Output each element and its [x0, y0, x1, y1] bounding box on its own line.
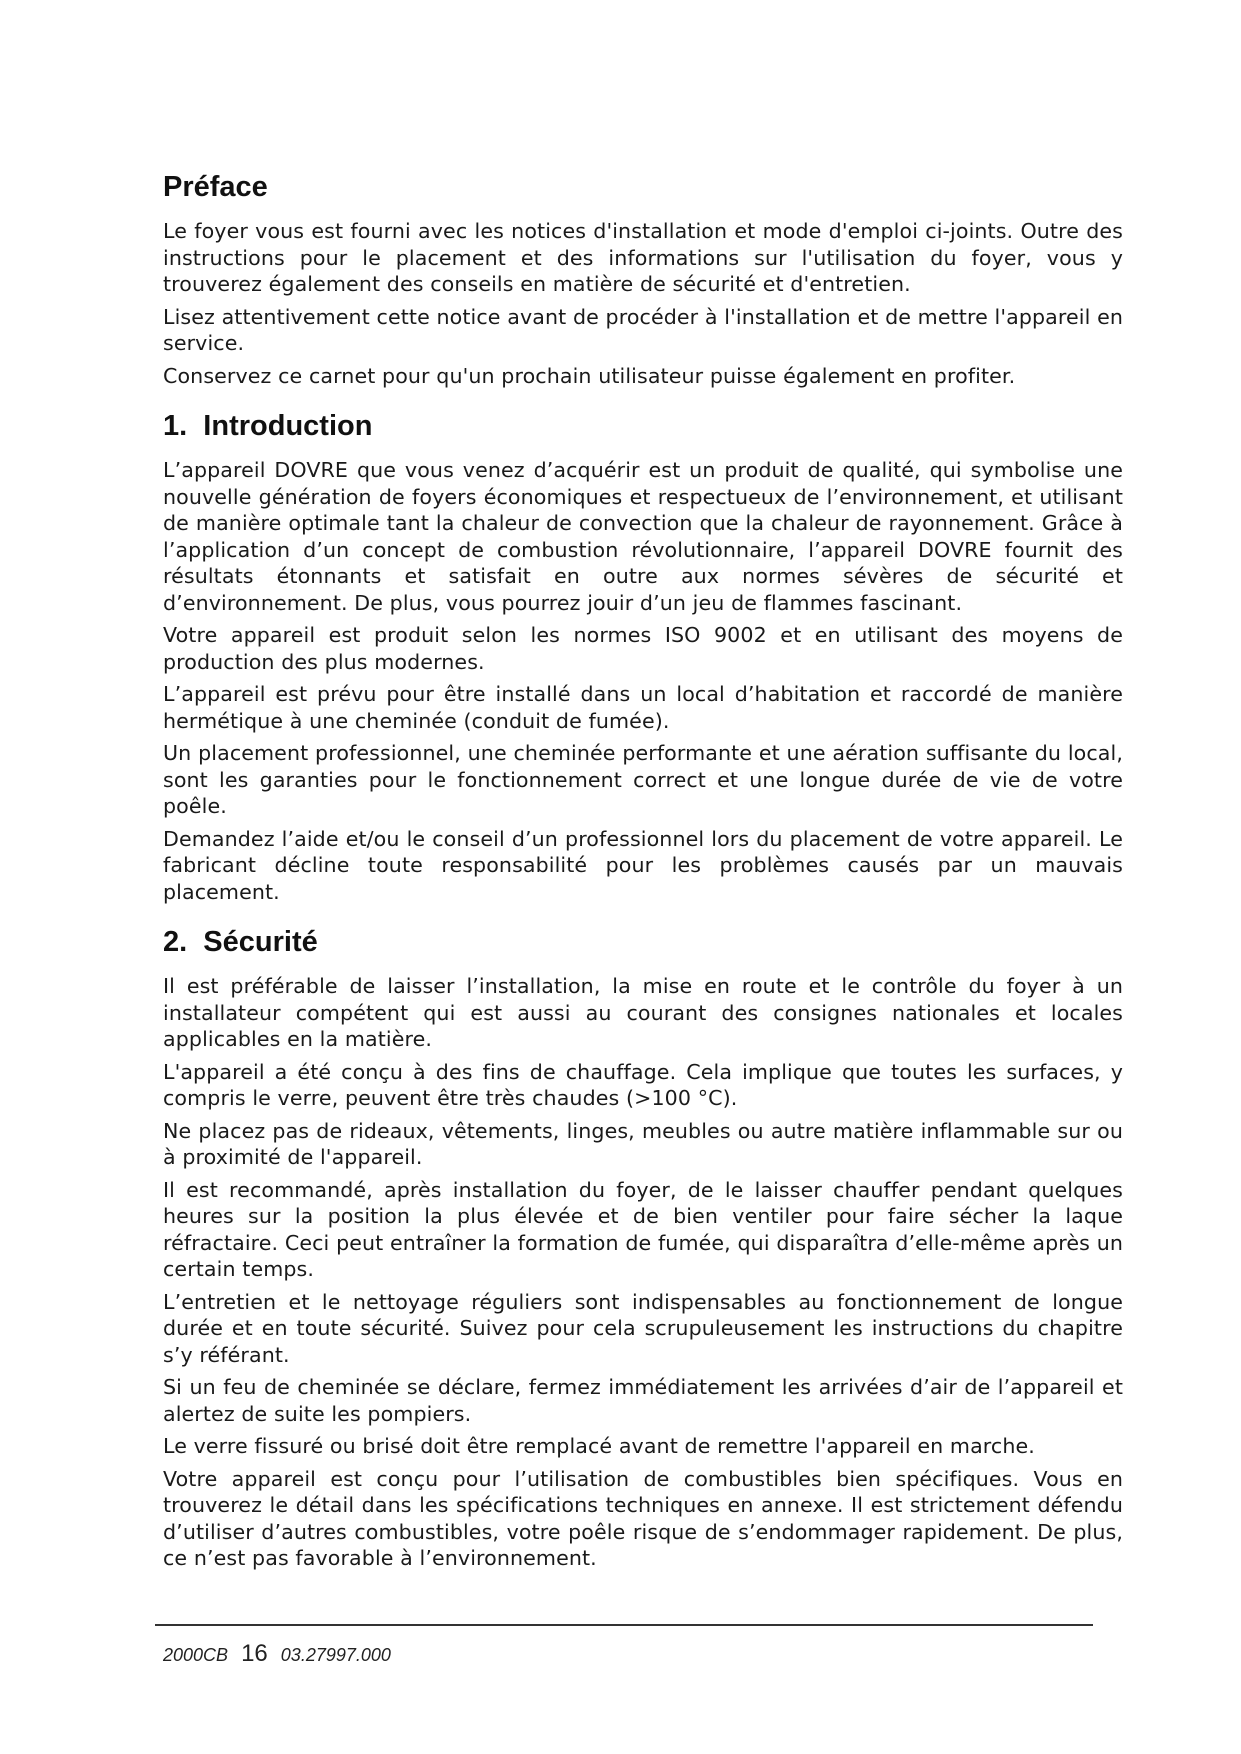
paragraph: Il est recommandé, après installation du foyer, de le laisser chauffer pendant quelques heures sur la position la plus élevée et de bien ventiler pour faire sécher la laque réfractaire. Ceci peut entraîner la formation de fumée, qui disparaîtra d’elle-même après un certain temps.	[163, 1177, 1123, 1281]
paragraph: Le foyer vous est fourni avec les notices d'installation et mode d'emploi ci-joints. Outre des instructions pour le placement et des informations sur l'utilisation du foyer, vous y trouverez également des conseils en matière de sécurité et d'entretien.	[163, 219, 1123, 296]
footer-model: 2000CB	[163, 1645, 229, 1665]
paragraph: Votre appareil est produit selon les normes ISO 9002 et en utilisant des moyens de production des plus modernes.	[163, 623, 1123, 674]
page-number: 16	[241, 1640, 268, 1667]
paragraph: L’entretien et le nettoyage réguliers sont indispensables au fonctionnement de longue durée et en toute sécurité. Suivez pour cela scrupuleusement les instructions du chapitre s’y référant.	[163, 1289, 1123, 1367]
paragraph: Si un feu de cheminée se déclare, fermez immédiatement les arrivées d’air de l’appareil et alertez de suite les pompiers.	[163, 1375, 1123, 1426]
paragraph: Le verre fissuré ou brisé doit être remplacé avant de remettre l'appareil en marche.	[163, 1434, 1035, 1458]
paragraph: L’appareil DOVRE que vous venez d’acquérir est un produit de qualité, qui symbolise une nouvelle génération de foyers économiques et respectueux de l’environnement, et utilisant de manière optimale tant la chaleur de convection que la chaleur de rayonnement. Grâce à l’application d’un concept de combustion révolutionnaire, l’appareil DOVRE fournit des résultats étonnants et satisfait en outre aux normes sévères de sécurité et d’environnement. De plus, vous pourrez jouir d’un jeu de flammes fascinant.	[163, 458, 1123, 615]
paragraph: Il est préférable de laisser l’installation, la mise en route et le contrôle du foyer à un installateur compétent qui est aussi au courant des consignes nationales et locales applicables en la matière.	[163, 974, 1123, 1051]
section-title: 1. Introduction	[163, 410, 373, 442]
section-title: Préface	[163, 171, 268, 203]
section-preface	[163, 170, 1123, 389]
paragraph: Un placement professionnel, une cheminée performante et une aération suffisante du local, sont les garanties pour le fonctionnement correct et une longue durée de vie de votre poêle.	[163, 741, 1123, 818]
page-footer	[163, 1640, 391, 1668]
paragraph: Ne placez pas de rideaux, vêtements, linges, meubles ou autre matière inflammable sur ou à proximité de l'appareil.	[163, 1118, 1123, 1169]
paragraph: Lisez attentivement cette notice avant de procéder à l'installation et de mettre l'appareil en service.	[163, 304, 1123, 355]
paragraph: L’appareil est prévu pour être installé dans un local d’habitation et raccordé de manière hermétique à une cheminée (conduit de fumée).	[163, 682, 1123, 733]
paragraph: L'appareil a été conçu à des fins de chauffage. Cela implique que toutes les surfaces, y compris le verre, peuvent être très chaudes (>100 °C).	[163, 1059, 1123, 1110]
section-introduction	[163, 409, 1123, 905]
footer-code: 03.27997.000	[280, 1645, 391, 1665]
footer-divider	[155, 1624, 1093, 1626]
document-body	[163, 170, 1123, 1592]
paragraph: Conservez ce carnet pour qu'un prochain utilisateur puisse également en profiter.	[163, 363, 1016, 388]
paragraph: Votre appareil est conçu pour l’utilisation de combustibles bien spécifiques. Vous en trouverez le détail dans les spécifications techniques en annexe. Il est strictement défendu d’utiliser d’autres combustibles, votre poêle risque de s’endommager rapidement. De plus, ce n’est pas favorable à l’environnement.	[163, 1466, 1123, 1570]
paragraph: Demandez l’aide et/ou le conseil d’un professionnel lors du placement de votre appareil. Le fabricant décline toute responsabilité pour les problèmes causés par un mauvais placement.	[163, 826, 1123, 904]
section-securite	[163, 925, 1123, 1572]
section-title: 2. Sécurité	[163, 926, 318, 958]
